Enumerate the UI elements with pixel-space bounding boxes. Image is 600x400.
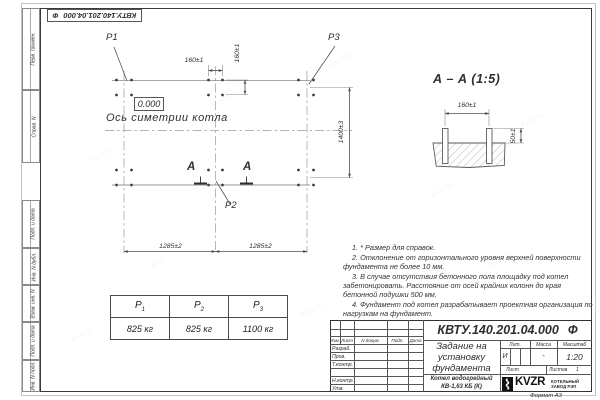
kvzr-logo-icon [502, 377, 513, 391]
format-label: Формат А3 [530, 392, 562, 399]
row-prov: Пров. [332, 353, 346, 360]
lit-value: И [502, 353, 508, 360]
section-dim-160: 160±1 [457, 101, 477, 109]
sheet-label: Лист [506, 366, 519, 373]
scale-label: Масштаб [562, 341, 587, 348]
load-table [110, 295, 288, 340]
dim-160-vertical: 160±1 [234, 43, 241, 63]
margin-label: Справ. N [31, 116, 37, 137]
kvzr-caption-line1: КОТЕЛЬНЫЙ [551, 379, 579, 384]
anchor-bolt-dots [115, 79, 315, 187]
section-cut-marks [194, 177, 253, 184]
dim-1285-right: 1285±2 [249, 242, 272, 250]
note-4: 4. Фундамент под котел разрабатывает проектная организация по нагрузкам на фундамент. [343, 300, 593, 318]
scale-value: 1:20 [566, 352, 583, 362]
sheets-label: Листов [549, 366, 568, 373]
document-title-line3: фундамента [432, 363, 491, 374]
margin-label: Перв. примен. [31, 32, 37, 66]
load-point-p2-label: P2 [225, 200, 237, 211]
row-utv: Утв. [332, 385, 344, 392]
row-nkontr: Н.контр. [332, 377, 354, 384]
product-name-line2: КВ-1,63 КБ (К) [441, 383, 482, 390]
elevation-mark [134, 97, 164, 111]
margin-label: Подп. и дата [31, 325, 37, 357]
document-title-line2: установку [437, 352, 486, 363]
note-2: 2. Отклонение от горизонтального уровня верхней поверхности фундамента не более 10 мм. [343, 253, 581, 271]
margin-label: Взам. инв. N [31, 288, 37, 319]
dim-1400: 1400±3 [338, 120, 345, 144]
sheets-value: 1 [576, 366, 579, 373]
section-letter-left: А [187, 161, 196, 173]
load-table-header-row [111, 296, 288, 318]
note-3: 3. В случае отсутствия бетонного пола площадку под котел забетонировать. Расстояние от осей крайних колонн до края бетонной подушки 500 мм. [343, 272, 569, 299]
load-point-p1-label: P1 [106, 32, 118, 43]
section-letter-right: А [243, 161, 252, 173]
symmetry-axis-label: Ось симетрии котла [106, 112, 228, 124]
notes-block [343, 243, 596, 319]
load-table-header-p3: $P_3$ [229, 296, 288, 318]
lit-label: Лит. [509, 341, 521, 348]
row-tkontr: Т.контр. [332, 361, 353, 368]
load-value-p2: 825 кг [170, 318, 229, 340]
elevation-value: 0.000 [137, 99, 161, 109]
margin-label: Подп. и дата [31, 208, 37, 240]
mass-value: - [542, 353, 545, 360]
col-ndoc: N докум. [361, 337, 380, 343]
load-value-p1: 825 кг [111, 318, 170, 340]
kvzr-caption-line2: ЗАВОД РЭП [551, 384, 577, 390]
doc-number-cell [423, 320, 592, 340]
kvzr-logo-text: KVZR [515, 376, 546, 388]
section-view-concrete [433, 129, 505, 168]
section-dim-50: 50±1 [510, 128, 517, 144]
document-title [423, 341, 500, 374]
leader-lines [114, 46, 335, 204]
col-list: Лист [341, 337, 353, 343]
kvzr-logo-caption [551, 379, 579, 390]
load-point-p3-label: P3 [328, 32, 340, 43]
plan-axis-lines [105, 66, 352, 253]
product-name-line1: Котел водогрейный [430, 376, 493, 382]
load-value-p3: 1100 кг [229, 318, 288, 340]
anchor-bolt-right [487, 129, 493, 164]
section-view-title: А – А (1:5) [433, 72, 501, 86]
col-podp: Подп. [391, 337, 404, 343]
col-data: Дата [409, 337, 422, 343]
note-1: 1. * Размер для справок. [352, 243, 436, 252]
col-izm: Изм. [330, 337, 340, 343]
top-doc-suffix: Ф [52, 11, 59, 20]
document-title-line1: Задание на [436, 341, 487, 352]
load-table-value-row [111, 318, 288, 340]
dim-1285-left: 1285±2 [159, 242, 182, 250]
doc-number: КВТУ.140.201.04.000 [437, 323, 559, 337]
doc-suffix: Ф [567, 323, 578, 337]
margin-label: Инв. N подл. [31, 361, 38, 391]
load-table-header-p2: $P_2$ [170, 296, 229, 318]
anchor-bolt-left [443, 129, 449, 164]
mass-label: Масса [536, 341, 551, 348]
dim-160-horizontal: 160±1 [184, 56, 204, 64]
top-doc-number: КВТУ.140.201.04.000 [63, 11, 137, 20]
margin-label: Инв. N дубл. [31, 252, 38, 281]
row-razrab: Разраб. [332, 345, 351, 352]
product-name [423, 376, 500, 391]
load-table-header-p1: $P_1$ [111, 296, 170, 318]
